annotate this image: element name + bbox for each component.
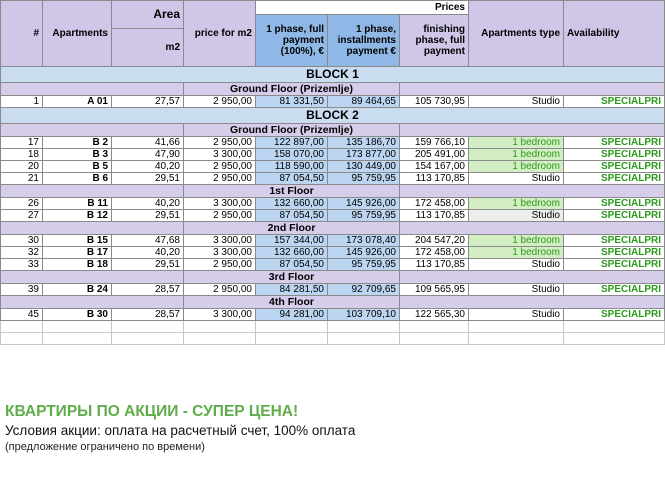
empty-cell[interactable]	[112, 333, 184, 345]
floor-spacer-right[interactable]	[400, 83, 665, 96]
cell-apartment-type[interactable]: Studio	[469, 210, 564, 222]
cell-price-full[interactable]: 157 344,00	[256, 235, 328, 247]
cell-num[interactable]: 45	[1, 309, 43, 321]
header-num[interactable]: #	[1, 1, 43, 67]
empty-cell[interactable]	[400, 333, 469, 345]
floor-spacer[interactable]	[1, 222, 184, 235]
cell-availability[interactable]: SPECIALPRI	[564, 235, 665, 247]
cell-availability[interactable]: SPECIALPRI	[564, 137, 665, 149]
promo-terms: Условия акции: оплата на расчетный счет, 100% оплата	[5, 423, 356, 438]
floor-spacer-right[interactable]	[400, 185, 665, 198]
block-title[interactable]: BLOCK 1	[1, 67, 665, 83]
block-header	[1, 67, 665, 83]
header-price-finishing[interactable]	[400, 15, 469, 67]
table-row	[1, 259, 665, 271]
cell-apartment[interactable]: B 2	[43, 137, 112, 149]
cell-area[interactable]: 40,20	[112, 247, 184, 259]
cell-price-installments[interactable]: 89 464,65	[328, 96, 400, 108]
cell-price-finishing[interactable]: 204 547,20	[400, 235, 469, 247]
cell-price-installments[interactable]: 95 759,95	[328, 210, 400, 222]
floor-header	[1, 124, 665, 137]
table-row	[1, 247, 665, 259]
cell-price-finishing[interactable]: 154 167,00	[400, 161, 469, 173]
floor-title[interactable]: 2nd Floor	[184, 222, 400, 235]
cell-price-finishing[interactable]: 105 730,95	[400, 96, 469, 108]
cell-apartment[interactable]: B 11	[43, 198, 112, 210]
cell-price-installments[interactable]: 95 759,95	[328, 173, 400, 185]
cell-availability[interactable]: SPECIALPRI	[564, 247, 665, 259]
cell-apartment-type[interactable]: Studio	[469, 309, 564, 321]
floor-header	[1, 222, 665, 235]
empty-cell[interactable]	[43, 333, 112, 345]
cell-apartment[interactable]: B 3	[43, 149, 112, 161]
cell-num[interactable]: 32	[1, 247, 43, 259]
header-price-m2[interactable]: price for m2	[184, 1, 256, 67]
empty-cell[interactable]	[328, 321, 400, 333]
cell-area[interactable]: 47,90	[112, 149, 184, 161]
cell-price-finishing[interactable]: 113 170,85	[400, 173, 469, 185]
block-title[interactable]: BLOCK 2	[1, 108, 665, 124]
cell-area[interactable]: 47,68	[112, 235, 184, 247]
empty-cell[interactable]	[469, 321, 564, 333]
table-row	[1, 96, 665, 108]
cell-apartment[interactable]: B 15	[43, 235, 112, 247]
header-price-full-label: 1 phase, full payment (100%), €	[266, 24, 324, 57]
cell-num[interactable]: 21	[1, 173, 43, 185]
cell-apartment-type[interactable]: Studio	[469, 259, 564, 271]
empty-cell[interactable]	[328, 333, 400, 345]
cell-price-full[interactable]: 87 054,50	[256, 210, 328, 222]
floor-spacer-right[interactable]	[400, 296, 665, 309]
cell-price-m2[interactable]: 2 950,00	[184, 161, 256, 173]
table-row	[1, 149, 665, 161]
cell-price-installments[interactable]: 95 759,95	[328, 259, 400, 271]
cell-apartment[interactable]: B 17	[43, 247, 112, 259]
table-row	[1, 198, 665, 210]
empty-cell[interactable]	[400, 321, 469, 333]
cell-price-finishing[interactable]: 122 565,30	[400, 309, 469, 321]
cell-price-finishing[interactable]: 205 491,00	[400, 149, 469, 161]
promo-notes	[5, 402, 355, 455]
cell-availability[interactable]: SPECIALPRI	[564, 173, 665, 185]
cell-price-installments[interactable]: 92 709,65	[328, 284, 400, 296]
empty-cell[interactable]	[564, 333, 665, 345]
floor-spacer[interactable]	[1, 124, 184, 137]
table-row	[1, 137, 665, 149]
floor-spacer-right[interactable]	[400, 271, 665, 284]
floor-spacer[interactable]	[1, 185, 184, 198]
cell-price-m2[interactable]: 3 300,00	[184, 198, 256, 210]
cell-num[interactable]: 1	[1, 96, 43, 108]
cell-apartment-type[interactable]: 1 bedroom	[469, 235, 564, 247]
cell-price-full[interactable]: 118 590,00	[256, 161, 328, 173]
empty-cell[interactable]	[1, 321, 43, 333]
floor-header	[1, 296, 665, 309]
empty-cell[interactable]	[184, 333, 256, 345]
empty-cell[interactable]	[1, 333, 43, 345]
cell-area[interactable]: 40,20	[112, 161, 184, 173]
empty-cell[interactable]	[256, 321, 328, 333]
empty-cell[interactable]	[43, 321, 112, 333]
header-price-installments-label: 1 phase, installments payment €	[337, 24, 396, 57]
table-row	[1, 210, 665, 222]
cell-apartment[interactable]: B 18	[43, 259, 112, 271]
cell-apartment-type[interactable]: Studio	[469, 96, 564, 108]
cell-price-full[interactable]: 158 070,00	[256, 149, 328, 161]
cell-price-m2[interactable]: 2 950,00	[184, 284, 256, 296]
header-type[interactable]: Apartments type	[469, 1, 564, 67]
cell-num[interactable]: 20	[1, 161, 43, 173]
floor-header	[1, 83, 665, 96]
header-price-installments[interactable]	[328, 15, 400, 67]
cell-price-full[interactable]: 81 331,50	[256, 96, 328, 108]
cell-num[interactable]: 30	[1, 235, 43, 247]
cell-apartment-type[interactable]: 1 bedroom	[469, 137, 564, 149]
cell-price-full[interactable]: 132 660,00	[256, 198, 328, 210]
cell-num[interactable]: 17	[1, 137, 43, 149]
promo-limit: (предложение ограничено по времени)	[5, 441, 205, 453]
cell-price-m2[interactable]: 2 950,00	[184, 210, 256, 222]
cell-availability[interactable]: SPECIALPRI	[564, 259, 665, 271]
cell-availability[interactable]: SPECIALPRI	[564, 284, 665, 296]
cell-price-finishing[interactable]: 113 170,85	[400, 210, 469, 222]
empty-cell[interactable]	[469, 333, 564, 345]
block-header	[1, 108, 665, 124]
cell-price-installments[interactable]: 145 926,00	[328, 198, 400, 210]
cell-apartment-type[interactable]: 1 bedroom	[469, 161, 564, 173]
floor-spacer-right[interactable]	[400, 222, 665, 235]
cell-price-installments[interactable]: 135 186,70	[328, 137, 400, 149]
cell-availability[interactable]: SPECIALPRI	[564, 161, 665, 173]
table-row	[1, 161, 665, 173]
cell-availability[interactable]: SPECIALPRI	[564, 309, 665, 321]
floor-spacer[interactable]	[1, 83, 184, 96]
cell-apartment-type[interactable]: 1 bedroom	[469, 198, 564, 210]
cell-price-full[interactable]: 84 281,50	[256, 284, 328, 296]
cell-price-full[interactable]: 87 054,50	[256, 173, 328, 185]
empty-cell[interactable]	[256, 333, 328, 345]
empty-row	[1, 321, 665, 333]
floor-spacer-right[interactable]	[400, 124, 665, 137]
cell-price-installments[interactable]: 145 926,00	[328, 247, 400, 259]
header-price-finishing-label: finishing phase, full payment	[415, 24, 465, 57]
empty-row	[1, 333, 665, 345]
cell-apartment[interactable]: B 24	[43, 284, 112, 296]
cell-price-m2[interactable]: 3 300,00	[184, 235, 256, 247]
floor-title[interactable]: Ground Floor (Prizemlje)	[184, 124, 400, 137]
header-availability[interactable]: Availability	[564, 1, 665, 67]
cell-area[interactable]: 28,57	[112, 284, 184, 296]
cell-price-installments[interactable]: 103 709,10	[328, 309, 400, 321]
cell-price-m2[interactable]: 3 300,00	[184, 247, 256, 259]
cell-price-installments[interactable]: 130 449,00	[328, 161, 400, 173]
floor-title[interactable]: 4th Floor	[184, 296, 400, 309]
cell-apartment[interactable]: B 12	[43, 210, 112, 222]
promo-headline: КВАРТИРЫ ПО АКЦИИ - СУПЕР ЦЕНА!	[5, 403, 299, 420]
table-row	[1, 173, 665, 185]
cell-price-finishing[interactable]: 109 565,95	[400, 284, 469, 296]
cell-price-full[interactable]: 122 897,00	[256, 137, 328, 149]
cell-price-full[interactable]: 132 660,00	[256, 247, 328, 259]
cell-apartment-type[interactable]: 1 bedroom	[469, 247, 564, 259]
header-apartments[interactable]: Apartments	[43, 1, 112, 67]
cell-price-m2[interactable]: 2 950,00	[184, 96, 256, 108]
cell-apartment-type[interactable]: 1 bedroom	[469, 149, 564, 161]
floor-title[interactable]: 3rd Floor	[184, 271, 400, 284]
cell-price-finishing[interactable]: 159 766,10	[400, 137, 469, 149]
cell-availability[interactable]: SPECIALPRI	[564, 96, 665, 108]
cell-area[interactable]: 40,20	[112, 198, 184, 210]
floor-spacer[interactable]	[1, 296, 184, 309]
cell-price-full[interactable]: 94 281,00	[256, 309, 328, 321]
cell-num[interactable]: 27	[1, 210, 43, 222]
floor-header	[1, 185, 665, 198]
cell-apartment[interactable]: B 6	[43, 173, 112, 185]
table-row	[1, 309, 665, 321]
cell-apartment-type[interactable]: Studio	[469, 284, 564, 296]
cell-price-finishing[interactable]: 172 458,00	[400, 198, 469, 210]
header-prices[interactable]: Prices	[256, 1, 469, 15]
table-row	[1, 235, 665, 247]
table-row	[1, 284, 665, 296]
cell-area[interactable]: 27,57	[112, 96, 184, 108]
cell-price-m2[interactable]: 3 300,00	[184, 149, 256, 161]
floor-spacer[interactable]	[1, 271, 184, 284]
cell-apartment[interactable]: B 30	[43, 309, 112, 321]
cell-apartment-type[interactable]: Studio	[469, 173, 564, 185]
cell-availability[interactable]: SPECIALPRI	[564, 149, 665, 161]
cell-num[interactable]: 18	[1, 149, 43, 161]
empty-cell[interactable]	[112, 321, 184, 333]
cell-area[interactable]: 29,51	[112, 210, 184, 222]
cell-price-m2[interactable]: 2 950,00	[184, 137, 256, 149]
empty-cell[interactable]	[184, 321, 256, 333]
cell-apartment[interactable]: A 01	[43, 96, 112, 108]
cell-num[interactable]: 26	[1, 198, 43, 210]
header-area-unit[interactable]: m2	[112, 29, 184, 67]
cell-area[interactable]: 29,51	[112, 173, 184, 185]
cell-availability[interactable]: SPECIALPRI	[564, 210, 665, 222]
empty-cell[interactable]	[564, 321, 665, 333]
cell-area[interactable]: 41,66	[112, 137, 184, 149]
header-area[interactable]: Area	[112, 1, 184, 29]
cell-availability[interactable]: SPECIALPRI	[564, 198, 665, 210]
floor-title[interactable]: 1st Floor	[184, 185, 400, 198]
cell-price-m2[interactable]: 3 300,00	[184, 309, 256, 321]
cell-price-installments[interactable]: 173 078,40	[328, 235, 400, 247]
cell-num[interactable]: 33	[1, 259, 43, 271]
cell-area[interactable]: 28,57	[112, 309, 184, 321]
floor-header	[1, 271, 665, 284]
header-price-full[interactable]	[256, 15, 328, 67]
cell-apartment[interactable]: B 5	[43, 161, 112, 173]
cell-price-m2[interactable]: 2 950,00	[184, 173, 256, 185]
cell-price-installments[interactable]: 173 877,00	[328, 149, 400, 161]
cell-area[interactable]: 29,51	[112, 259, 184, 271]
cell-price-m2[interactable]: 2 950,00	[184, 259, 256, 271]
floor-title[interactable]: Ground Floor (Prizemlje)	[184, 83, 400, 96]
cell-price-finishing[interactable]: 172 458,00	[400, 247, 469, 259]
cell-num[interactable]: 39	[1, 284, 43, 296]
cell-price-full[interactable]: 87 054,50	[256, 259, 328, 271]
cell-price-finishing[interactable]: 113 170,85	[400, 259, 469, 271]
